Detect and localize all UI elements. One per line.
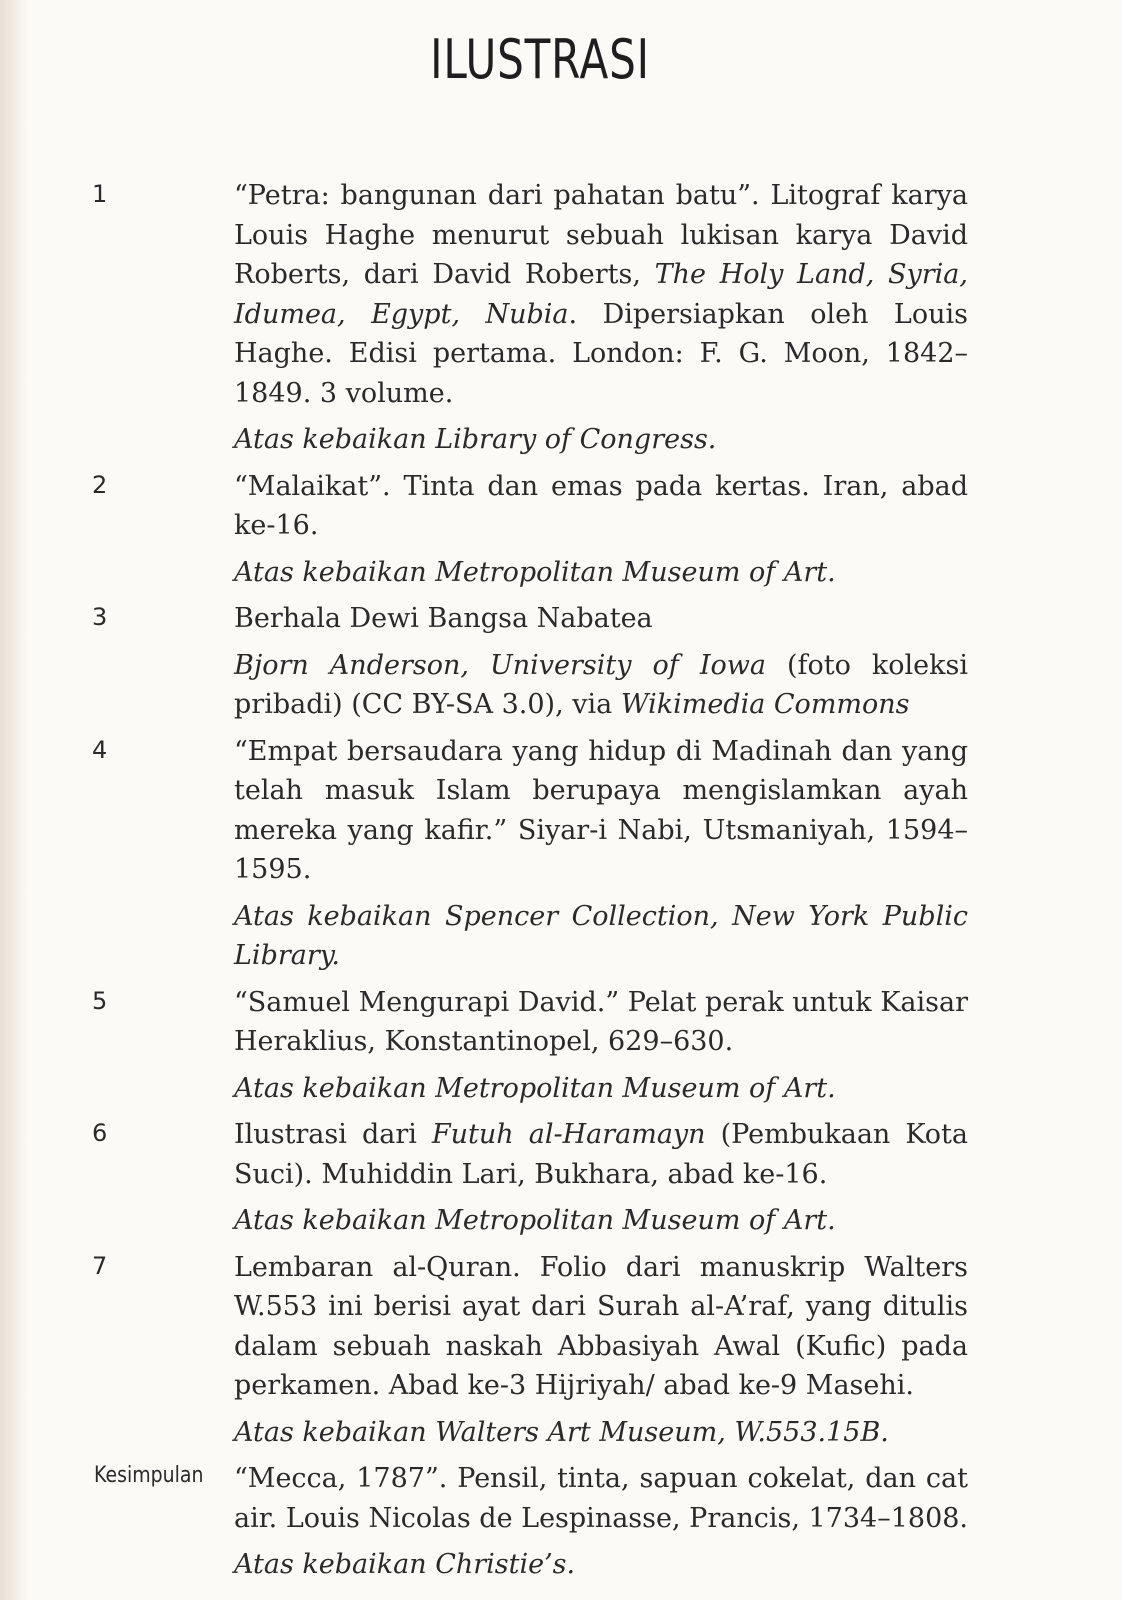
entry-description: Berhala Dewi Bangsa Nabatea bbox=[234, 603, 653, 634]
entry-description bbox=[234, 1115, 968, 1194]
entry-description-text: Ilustrasi dari bbox=[234, 1119, 432, 1150]
entry-number: 6 bbox=[92, 1119, 108, 1147]
entry-credit bbox=[234, 646, 968, 725]
entry-credit: Atas kebaikan Christie’s. bbox=[234, 1549, 576, 1580]
entry-credit: Atas kebaikan Metropolitan Museum of Art. bbox=[234, 1072, 836, 1104]
page-title: ILUSTRASI bbox=[430, 28, 650, 91]
entry-description: “Mecca, 1787”. Pensil, tinta, sapuan cokelat, dan cat air. Louis Nicolas de Lespinasse, Prancis, 1734–1808. bbox=[234, 1463, 969, 1534]
illustration-entry-3 bbox=[0, 599, 1122, 725]
entry-credit: Atas kebaikan Walters Art Museum, W.553.15B. bbox=[234, 1416, 889, 1448]
entry-number: 7 bbox=[92, 1251, 108, 1280]
entry-number: Kesimpulan bbox=[94, 1463, 204, 1488]
entry-description-title: Futuh al-Haramayn bbox=[431, 1119, 706, 1150]
entry-body bbox=[234, 176, 968, 460]
illustration-entry-5 bbox=[0, 983, 1122, 1109]
entry-description-text: (Pembukaan Kota Suci). Muhiddin Lari, Bukhara, abad ke-16. bbox=[234, 1119, 969, 1190]
entry-credit-source: Wikimedia Commons bbox=[620, 689, 910, 720]
entry-description: Lembaran al-Quran. Folio dari manuskrip Walters W.553 ini berisi ayat dari Surah al-A’raf, yang ditulis dalam sebuah naskah Abbasiyah Awal (Kufic) pada perkamen. Abad ke-3 Hijriyah/ abad ke-9 Masehi. bbox=[234, 1251, 968, 1401]
entry-credit: Atas kebaikan Spencer Collection, New York Public Library. bbox=[234, 900, 968, 971]
entry-body bbox=[234, 1459, 968, 1585]
entry-credit-author: Bjorn Anderson, University of Iowa bbox=[234, 649, 766, 681]
entry-description: “Samuel Mengurapi David.” Pelat perak untuk Kaisar Heraklius, Konstantinopel, 629–630. bbox=[234, 986, 968, 1057]
illustration-entry-6 bbox=[0, 1115, 1122, 1241]
entry-number: 1 bbox=[92, 180, 108, 208]
entry-description-text: “Petra: bangunan dari pahatan batu”. Litograf karya Louis Haghe menurut sebuah lukisan karya David Roberts, dari David Roberts, bbox=[234, 180, 968, 290]
entry-credit: Atas kebaikan Metropolitan Museum of Art. bbox=[234, 1205, 836, 1236]
entry-description: “Malaikat”. Tinta dan emas pada kertas. Iran, abad ke-16. bbox=[234, 470, 968, 541]
entry-number: 3 bbox=[92, 603, 108, 631]
entry-body bbox=[234, 467, 968, 593]
entry-body bbox=[234, 732, 968, 976]
entry-description: “Empat bersaudara yang hidup di Madinah dan yang telah masuk Islam berupaya mengislamkan ayah mereka yang kafir.” Siyar-i Nabi, Utsmaniyah, 1594–1595. bbox=[234, 735, 968, 885]
entry-body bbox=[234, 599, 968, 725]
entry-description bbox=[234, 176, 968, 413]
illustration-entry-7 bbox=[0, 1248, 1122, 1453]
entry-description-text: . Dipersiapkan oleh Louis Haghe. Edisi pertama. London: F. G. Moon, 1842–1849. 3 volume. bbox=[234, 298, 968, 409]
illustration-entry-2 bbox=[0, 467, 1122, 593]
entry-credit: Atas kebaikan Library of Congress. bbox=[234, 424, 717, 455]
entry-credit-text: (foto koleksi pribadi) (CC BY-SA 3.0), via bbox=[234, 649, 968, 720]
entry-number: 5 bbox=[92, 986, 108, 1015]
entry-body bbox=[234, 1115, 968, 1241]
illustration-entry-kesimpulan bbox=[0, 1459, 1122, 1585]
entry-number: 2 bbox=[92, 470, 108, 499]
entry-number: 4 bbox=[92, 735, 108, 764]
illustration-entry-4 bbox=[0, 732, 1122, 976]
illustration-list bbox=[0, 176, 1122, 1585]
entry-credit: Atas kebaikan Metropolitan Museum of Art. bbox=[234, 556, 836, 588]
entry-description-title: The Holy Land, Syria, Idumea, Egypt, Nubia bbox=[234, 259, 968, 330]
entry-body bbox=[234, 1248, 968, 1453]
illustration-entry-1 bbox=[0, 176, 1122, 460]
entry-body bbox=[234, 983, 968, 1109]
